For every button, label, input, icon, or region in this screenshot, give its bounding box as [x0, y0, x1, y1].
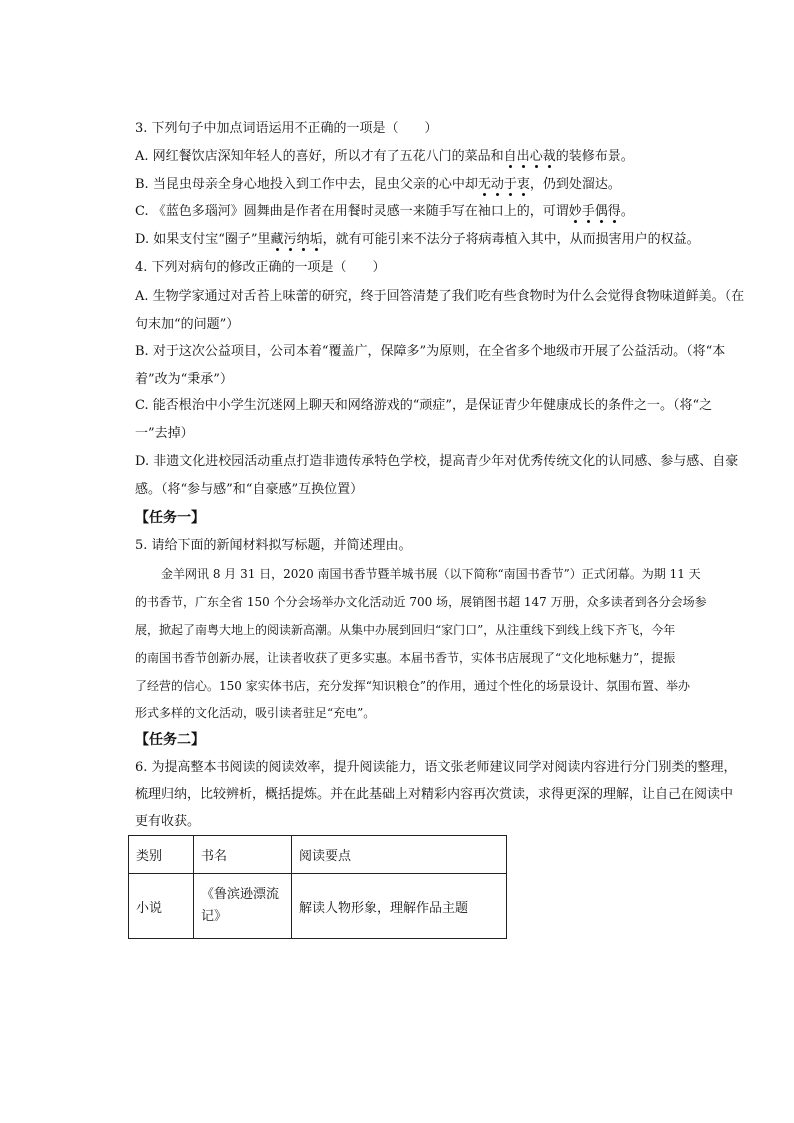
table-row	[129, 874, 507, 939]
emphasis-dot-char: 偶	[594, 204, 608, 219]
q3-a-text-end: 的装修布景。	[555, 149, 634, 164]
q3-d-text: D. 如果支付宝“圈子”里	[135, 232, 271, 247]
news-line-1: 金羊网讯 8 月 31 日，2020 南国书香节暨羊城书展（以下简称“南国书香节”）正式闭幕。为期 11 天	[161, 567, 701, 581]
q3-b-text: B. 当昆虫母亲全身心地投入到工作中去，昆虫父亲的心中却	[135, 177, 478, 192]
q4-option-b-line1: B. 对于这次公益项目，公司本着“覆盖广，保障多”为原则，在全省多个地级市开展了公益活动。（将“本	[135, 344, 726, 359]
q3-d-dotted-word	[271, 232, 323, 247]
q4-option-c-line1: C. 能否根治中小学生沉迷网上聊天和网络游戏的“顽症”，是保证青少年健康成长的条件之一。（将“之	[135, 398, 713, 413]
emphasis-dot-char: 手	[581, 204, 595, 219]
q4-option-c-line2: 一”去掉）	[135, 426, 194, 441]
q4-option-d-line1: D. 非遗文化进校园活动重点打造非遗传承特色学校，提高青少年对优秀传统文化的认同感、参与感、自豪	[135, 454, 739, 469]
cell-book-title: 《鲁滨逊漂流记》	[194, 874, 292, 939]
cell-reading-points: 解读人物形象，理解作品主题	[292, 874, 507, 939]
q3-option-c	[135, 203, 634, 221]
q3-a-dotted-word	[504, 149, 556, 164]
q3-c-dotted-word	[569, 204, 621, 219]
news-line-4: 的南国书香节创新办展，让读者收获了更多实惠。本届书香节，实体书店展现了“文化地标魅力”，提振	[135, 651, 676, 665]
q6-line-1: 6. 为提高整本书阅读的阅读效率，提升阅读能力，语文张老师建议同学对阅读内容进行分门别类的整理，	[135, 760, 737, 775]
q3-c-text: C. 《蓝色多瑙河》圆舞曲是作者在用餐时灵感一来随手写在袖口上的，可谓	[135, 204, 569, 219]
emphasis-dot-char: 自	[503, 149, 517, 164]
emphasis-dot-char: 衷	[516, 177, 530, 192]
emphasis-dot-char: 于	[503, 177, 517, 192]
emphasis-dot-char: 得	[607, 204, 621, 219]
q3-option-d	[135, 231, 700, 249]
task1-heading: 【任务一】	[135, 510, 205, 526]
q3-stem: 3. 下列句子中加点词语运用不正确的一项是（ ）	[135, 121, 438, 136]
q3-c-text-end: 。	[620, 204, 634, 219]
header-book-title: 书名	[194, 836, 292, 874]
cell-category: 小说	[129, 874, 194, 939]
q3-option-a	[135, 148, 634, 166]
table-header-row	[129, 836, 507, 874]
task2-heading: 【任务二】	[135, 732, 205, 748]
emphasis-dot-char: 动	[490, 177, 504, 192]
header-category: 类别	[129, 836, 194, 874]
q4-option-a-line1: A. 生物学家通过对舌苔上味蕾的研究，终于回答清楚了我们吃有些食物时为什么会觉得食物味道鲜美。（在	[135, 289, 745, 304]
q3-b-dotted-word	[478, 177, 530, 192]
reading-table	[128, 835, 507, 939]
q4-option-a-line2: 句末加“的问题”）	[135, 317, 240, 332]
q5-stem: 5. 请给下面的新闻材料拟写标题，并简述理由。	[135, 538, 412, 553]
q3-option-b	[135, 176, 621, 194]
q3-d-text-end: ，就有可能引来不法分子将病毒植入其中，从而损害用户的权益。	[322, 232, 700, 247]
emphasis-dot-char: 污	[283, 232, 297, 247]
q4-option-b-line2: 着”改为“秉承”）	[135, 372, 233, 387]
news-line-3: 展，掀起了南粤大地上的阅读新高潮。从集中办展到回归“家门口”，从注重线下到线上线下齐飞，今年	[135, 623, 676, 637]
q3-b-text-end: ，仍到处溜达。	[529, 177, 621, 192]
emphasis-dot-char: 藏	[270, 232, 284, 247]
q6-line-2: 梳理归纳，比较辨析，概括提炼。并在此基础上对精彩内容再次赏读，求得更深的理解，让自己在阅读中	[135, 787, 734, 802]
emphasis-dot-char: 心	[529, 149, 543, 164]
header-reading-points: 阅读要点	[292, 836, 507, 874]
emphasis-dot-char: 无	[477, 177, 491, 192]
q6-line-3: 更有收获。	[135, 814, 201, 829]
q4-stem: 4. 下列对病句的修改正确的一项是（ ）	[135, 260, 386, 275]
q4-option-d-line2: 感。（将“参与感”和“自豪感”互换位置）	[135, 482, 364, 497]
news-line-6: 形式多样的文化活动，吸引读者驻足“充电”。	[135, 706, 376, 720]
news-line-2: 的书香节，广东全省 150 个分会场举办文化活动近 700 场，展销图书超 147 万册，众多读者到各分会场参	[135, 595, 707, 609]
emphasis-dot-char: 纳	[296, 232, 310, 247]
q3-a-text: A. 网红餐饮店深知年轻人的喜好，所以才有了五花八门的菜品和	[135, 149, 504, 164]
emphasis-dot-char: 出	[516, 149, 530, 164]
emphasis-dot-char: 妙	[568, 204, 582, 219]
emphasis-dot-char: 垢	[309, 232, 323, 247]
emphasis-dot-char: 裁	[542, 149, 556, 164]
news-line-5: 了经营的信心。150 家实体书店，充分发挥“知识粮仓”的作用，通过个性化的场景设计、氛围布置、举办	[135, 679, 690, 693]
